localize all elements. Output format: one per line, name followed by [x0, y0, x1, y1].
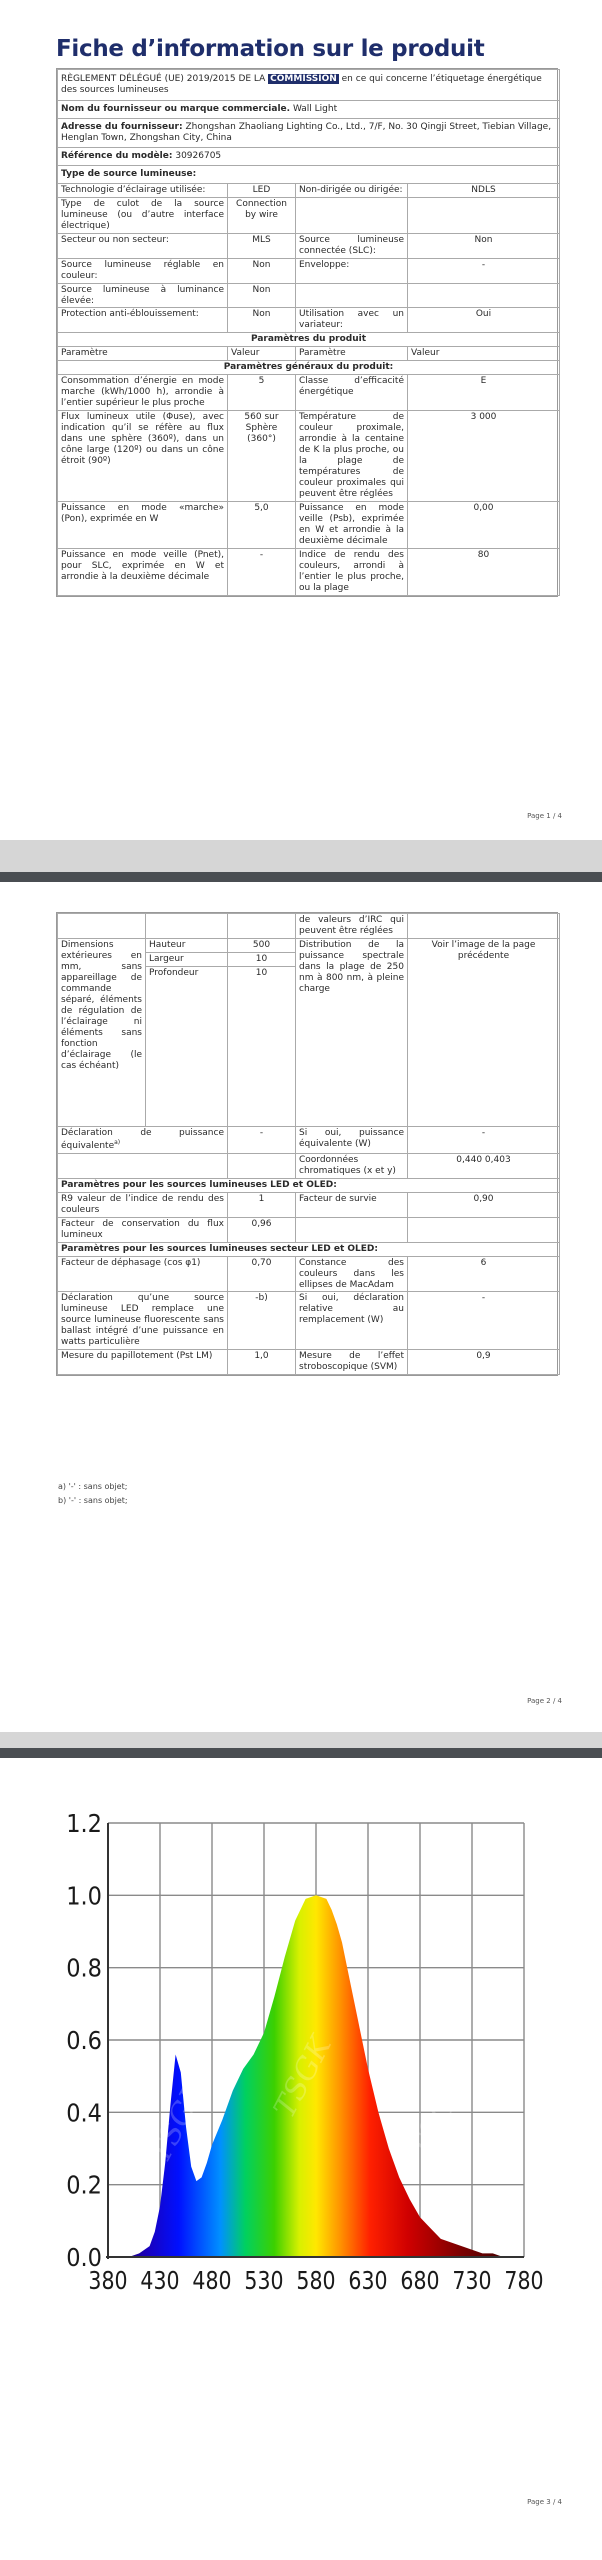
table-row: Déclaration de puissance équivalente$^{a)}$ - Si oui, puissance équivalente (W) -: [58, 1126, 560, 1153]
x-tick-label: 480: [192, 2267, 232, 2296]
model-label: Référence du modèle:: [61, 150, 173, 161]
address-value: Zhongshan Zhaoliang Lighting Co., Ltd., 7/F, No. 30 Qingji Street, Tiebian Village, Henglan Town, Zhongshan City, China: [61, 121, 552, 143]
table-row: Technologie d’éclairage utilisée: LED Non-dirigée ou dirigée: NDLS: [58, 183, 560, 197]
x-tick-label: 530: [244, 2267, 284, 2296]
general-params-header: Paramètres généraux du produit:: [58, 361, 560, 375]
table-row: Source lumineuse à luminance élevée: Non: [58, 283, 560, 308]
page-number: Page 1 / 4: [527, 812, 562, 820]
column-header-row: Paramètre Valeur Paramètre Valeur: [58, 347, 560, 361]
table-row: Facteur de déphasage (cos φ1) 0,70 Constance des couleurs dans les ellipses de MacAdam 6: [58, 1256, 560, 1292]
product-sheet-table-2: [56, 912, 558, 1376]
x-tick-label: 730: [452, 2267, 492, 2296]
watermark-text: TSGK: [142, 2075, 214, 2169]
table-row: Protection anti-éblouissement: Non Utilisation avec un variateur: Oui: [58, 308, 560, 333]
y-tick-label: 0.6: [66, 2026, 102, 2055]
y-tick-label: 0.4: [66, 2098, 102, 2128]
table-row: Flux lumineux utile (Φuse), avec indication qu’il se réfère au flux dans une sphère (360º), dans un cône large (120º) ou dans un cône étroit (90º) 560 sur Sphère (360°) Température de couleur proximale, arrondie à la centaine de K la plus proche, ou la plage de températures de couleur proximales qui peuvent être réglées 3 000: [58, 411, 560, 502]
watermark-text: TSGK: [402, 2070, 474, 2164]
page-number: Page 3 / 4: [527, 2498, 562, 2506]
footnote-a: a) '-' : sans objet;: [58, 1482, 128, 1491]
spectral-power-distribution-chart: [56, 1795, 544, 2315]
y-tick-label: 0.0: [66, 2243, 102, 2272]
supplier-label: Nom du fournisseur ou marque commerciale.: [61, 103, 291, 114]
model-row: [58, 147, 560, 165]
product-sheet-table-1: [56, 68, 558, 597]
page-number: Page 2 / 4: [527, 1697, 562, 1705]
address-label: Adresse du fournisseur:: [61, 121, 183, 132]
table-row: Puissance en mode «marche» (Pon), exprimée en W 5,0 Puissance en mode veille (Psb), exprimée en W et arrondie à la deuxième décimale 0,00: [58, 501, 560, 548]
table-row: R9 valeur de l’indice de rendu des couleurs 1 Facteur de survie 0,90: [58, 1192, 560, 1217]
table-row: Profondeur 10: [58, 966, 560, 1126]
supplier-value: Wall Light: [292, 103, 338, 114]
spd-label: Distribution de la puissance spectrale dans la plage de 250 nm à 800 nm, à pleine charge: [296, 938, 408, 1126]
x-tick-label: 430: [140, 2267, 180, 2296]
table-row: Largeur 10: [58, 952, 560, 966]
x-tick-label: 580: [296, 2267, 336, 2296]
table-row: Mesure du papillotement (Pst LM) 1,0 Mesure de l’effet stroboscopique (SVM) 0,9: [58, 1350, 560, 1375]
table-row: Secteur ou non secteur: MLS Source lumineuse connectée (SLC): Non: [58, 233, 560, 258]
params-header: Paramètres du produit: [58, 333, 560, 347]
address-row: [58, 118, 560, 147]
table-row: Type de culot de la source lumineuse (ou d’autre interface électrique) Connection by wire: [58, 197, 560, 233]
page-separator: [0, 1748, 602, 1758]
y-tick-label: 0.8: [66, 1953, 102, 1983]
x-tick-label: 680: [400, 2267, 440, 2296]
watermark-text: TSGK: [267, 2030, 339, 2124]
footnote-b: b) '-' : sans objet;: [58, 1496, 128, 1505]
table-row: Consommation d’énergie en mode marche (kWh/1000 h), arrondie à l’entier supérieur le plus proche 5 Classe d’efficacité énergétique E: [58, 375, 560, 411]
y-tick-label: 1.2: [66, 1809, 102, 1838]
y-tick-label: 1.0: [66, 1881, 102, 1911]
equivalent-power-label: Déclaration de puissance équivalente$^{a)}$: [58, 1126, 228, 1153]
commission-highlight: COMMISSION: [270, 74, 337, 84]
table-row: Facteur de conservation du flux lumineux 0,96: [58, 1217, 560, 1242]
document-page-1: [0, 0, 602, 840]
cri-range-continuation: de valeurs d’IRC qui peuvent être réglées: [296, 914, 408, 939]
spd-value: Voir l’image de la page précédente: [408, 938, 560, 1126]
led-params-header: Paramètres pour les sources lumineuses LED et OLED:: [58, 1178, 560, 1192]
source-type-header: Type de source lumineuse:: [58, 165, 560, 183]
document-title: Fiche d’information sur le produit: [56, 36, 485, 62]
dimensions-label: Dimensions extérieures en mm, sans appareillage de commande séparé, éléments de régulation de l’éclairage ni éléments sans fonction d’éclairage (le cas échéant): [58, 938, 146, 1126]
table-row: Déclaration qu’une source lumineuse LED remplace une source lumineuse fluorescente sans ballast intégré d’une puissance en watts particulière -b) Si oui, déclaration relative au remplacement (W) -: [58, 1292, 560, 1350]
model-value: 30926705: [175, 150, 222, 161]
x-tick-label: 630: [348, 2267, 388, 2296]
table-row: Puissance en mode veille (Pnet), pour SLC, exprimée en W et arrondie à la deuxième décimale - Indice de rendu des couleurs, arrondi à l’entier le plus proche, ou la plage 80: [58, 548, 560, 595]
table-row: Dimensions extérieures en mm, sans appareillage de commande séparé, éléments de régulation de l’éclairage ni éléments sans fonction d’éclairage (le cas échéant) Hauteur 500 Distribution de la puissance spectrale dans la plage de 250 nm à 800 nm, à pleine charge Voir l’image de la page précédente: [58, 938, 560, 952]
y-tick-label: 0.2: [66, 2170, 102, 2200]
table-row: Source lumineuse réglable en couleur: Non Enveloppe: -: [58, 258, 560, 283]
supplier-row: [58, 100, 560, 118]
table-row: Coordonnées chromatiques (x et y) 0,440 0,403: [58, 1153, 560, 1178]
mains-led-params-header: Paramètres pour les sources lumineuses secteur LED et OLED:: [58, 1242, 560, 1256]
x-tick-label: 780: [504, 2267, 544, 2296]
regulation-reference: RÈGLEMENT DÉLÉGUÉ (UE) 2019/2015 DE LA COMMISSION en ce qui concerne l’étiquetage énergétique des sources lumineuses: [58, 70, 560, 101]
document-page-2: [0, 882, 602, 1732]
page-separator: [0, 872, 602, 882]
x-tick-label: 380: [88, 2267, 128, 2296]
